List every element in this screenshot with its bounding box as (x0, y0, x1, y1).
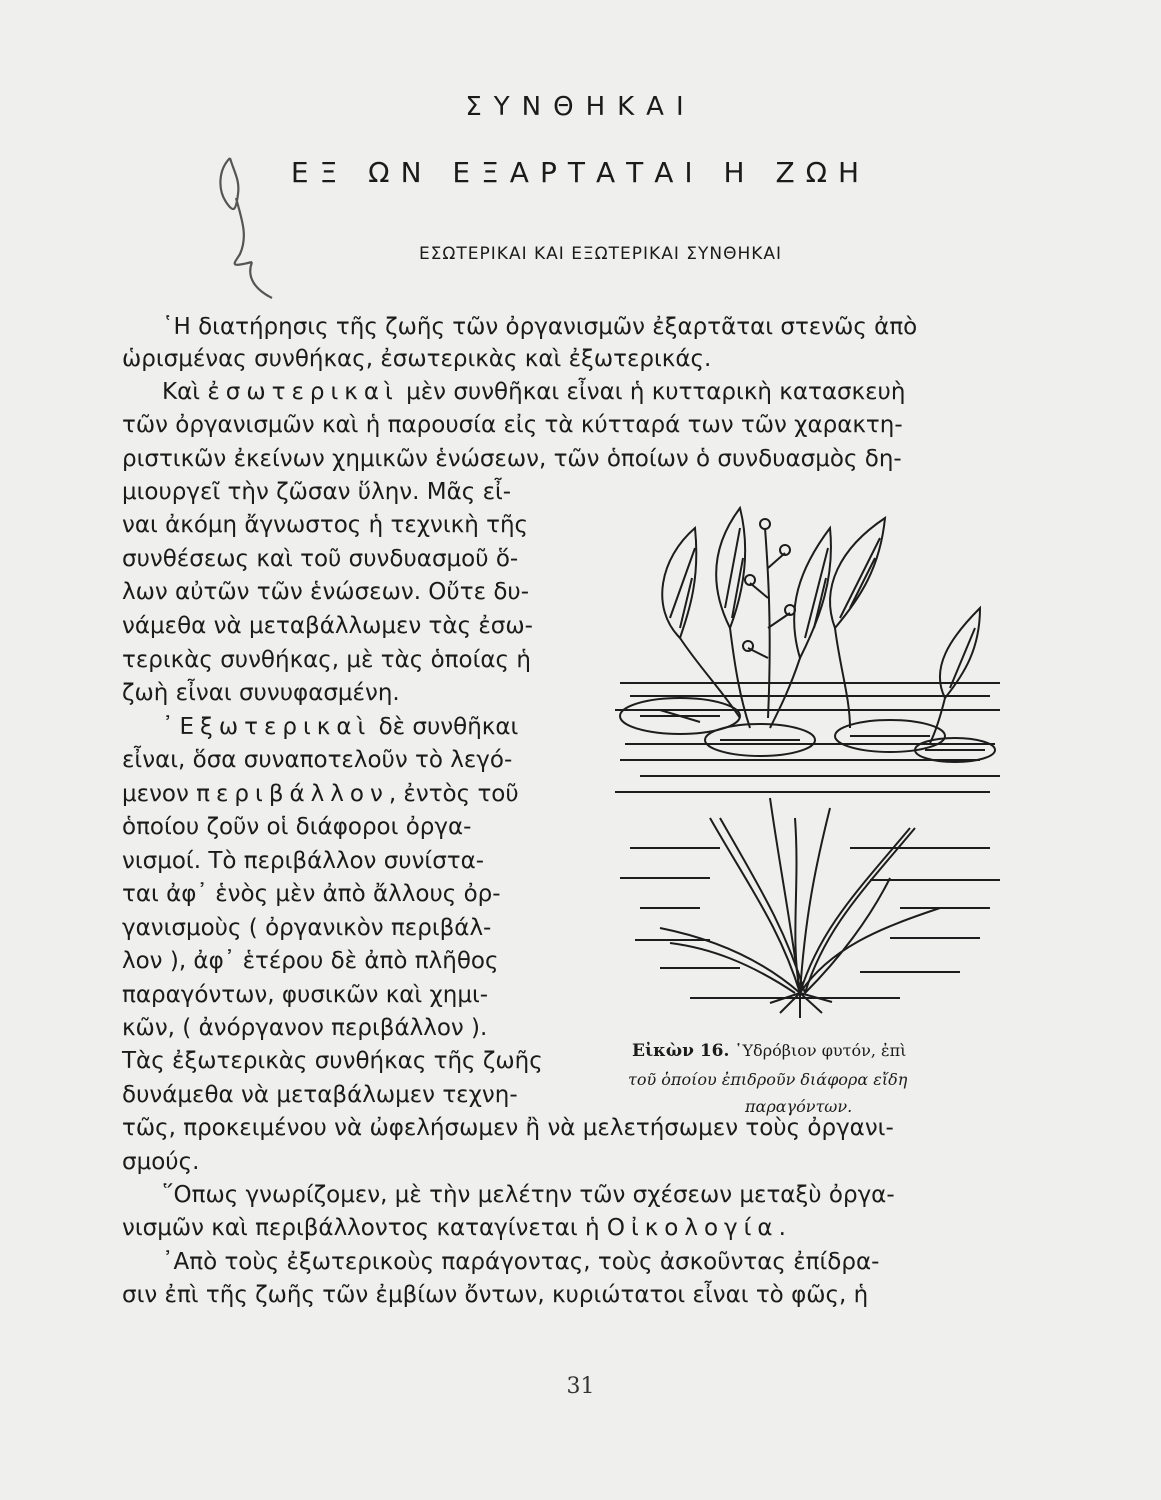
text-line: τερικὰς συνθήκας, μὲ τὰς ὁποίας ἡ (122, 647, 531, 673)
text-line: ὡρισμένας συνθήκας, ἐσωτερικὰς καὶ ἐξωτερικάς. (122, 346, 712, 372)
text-line: ζωὴ εἶναι συνυφασμένη. (122, 680, 400, 706)
caption-text: ῾Υδρόβιον φυτόν, ἐπὶ (729, 1041, 907, 1060)
text-line (122, 779, 519, 809)
text-run: μενον (122, 781, 197, 807)
text-line (162, 712, 518, 742)
text-line: συνθέσεως καὶ τοῦ συνδυασμοῦ ὅ- (122, 546, 519, 572)
page-number: 31 (566, 1374, 595, 1399)
text-run: μὲν συνθῆκαι εἶναι ἡ κυτταρικὴ κατασκευὴ (398, 379, 906, 405)
text-run: , ἐντὸς τοῦ (388, 781, 519, 807)
text-line: ὁποίου ζοῦν οἱ διάφοροι ὀργα- (122, 814, 472, 840)
handwritten-mark-icon (200, 150, 290, 310)
text-run: δὲ συνθῆκαι (371, 714, 519, 740)
text-line: νισμοί. Τὸ περιβάλλον συνίστα- (122, 848, 485, 874)
section-heading: ΕΣΩΤΕΡΙΚΑΙ ΚΑΙ ΕΞΩΤΕΡΙΚΑΙ ΣΥΝΘΗΚΑΙ (418, 244, 783, 264)
text-line (162, 377, 905, 407)
text-line: ριστικῶν ἐκείνων χημικῶν ἑνώσεων, τῶν ὁποίων ὁ συνδυασμὸς δη- (122, 446, 902, 472)
text-line (122, 1213, 786, 1243)
text-line: παραγόντων, φυσικῶν καὶ χημι- (122, 982, 489, 1008)
text-line: ᾿Απὸ τοὺς ἐξωτερικοὺς παράγοντας, τοὺς ἀσκοῦντας ἐπίδρα- (162, 1249, 880, 1275)
aquatic-plant-illustration (600, 488, 1010, 1028)
text-line: σμούς. (122, 1149, 200, 1175)
text-line: ναι ἀκόμη ἄγνωστος ἡ τεχνικὴ τῆς (122, 512, 529, 538)
text-line: νάμεθα νὰ μεταβάλλωμεν τὰς ἐσω- (122, 613, 533, 639)
spaced-term: Οἰκολογία (606, 1215, 779, 1241)
spaced-term: περιβάλλον (196, 781, 389, 807)
figure-caption-line3: παραγόντων. (745, 1097, 853, 1116)
text-line: σιν ἐπὶ τῆς ζωῆς τῶν ἐμβίων ὄντων, κυριώτατοι εἶναι τὸ φῶς, ἡ (122, 1282, 869, 1308)
text-line: λον ), ἀφ᾿ ἑτέρου δὲ ἀπὸ πλῆθος (122, 948, 499, 974)
text-run: . (778, 1215, 786, 1241)
text-run: Καὶ (162, 379, 208, 405)
text-line: λων αὐτῶν τῶν ἑνώσεων. Οὔτε δυ- (122, 579, 529, 605)
text-line: εἶναι, ὅσα συναποτελοῦν τὸ λεγό- (122, 747, 513, 773)
text-line: τῶς, προκειμένου νὰ ὠφελήσωμεν ἢ νὰ μελετήσωμεν τοὺς ὀργανι- (122, 1115, 894, 1141)
text-line: μιουργεῖ τὴν ζῶσαν ὕλην. Μᾶς εἶ- (122, 479, 512, 505)
figure-caption-line2: τοῦ ὁποίου ἐπιδροῦν διάφορα εἴδη (628, 1070, 908, 1089)
text-line: ται ἀφ᾿ ἑνὸς μὲν ἀπὸ ἄλλους ὀρ- (122, 881, 501, 907)
figure-caption-line1 (632, 1041, 906, 1061)
text-line: γανισμοὺς ( ὀργανικὸν περιβάλ- (122, 915, 492, 941)
text-line: τῶν ὀργανισμῶν καὶ ἡ παρουσία εἰς τὰ κύτταρά των τῶν χαρακτη- (122, 412, 903, 438)
figure-label: Εἰκὼν 16. (632, 1041, 730, 1061)
text-line: ῾Η διατήρησις τῆς ζωῆς τῶν ὀργανισμῶν ἐξαρτᾶται στενῶς ἀπὸ (162, 314, 918, 340)
spaced-term: ᾿Εξωτερικαὶ (162, 714, 372, 740)
spaced-term: ἐσωτερικαὶ (207, 379, 399, 405)
text-run: νισμῶν καὶ περιβάλλοντος καταγίνεται ἡ (122, 1215, 607, 1241)
text-line: Τὰς ἐξωτερικὰς συνθήκας τῆς ζωῆς (122, 1048, 543, 1074)
chapter-title-line2: ΕΞ ΩΝ ΕΞΑΡΤΑΤΑΙ Η ΖΩΗ (290, 156, 871, 189)
text-line: δυνάμεθα νὰ μεταβάλωμεν τεχνη- (122, 1082, 518, 1108)
text-line: κῶν, ( ἀνόργανον περιβάλλον ). (122, 1015, 488, 1041)
chapter-title-line1: ΣΥΝΘΗΚΑΙ (465, 92, 696, 122)
text-line: ῞Οπως γνωρίζομεν, μὲ τὴν μελέτην τῶν σχέσεων μεταξὺ ὀργα- (162, 1182, 895, 1208)
